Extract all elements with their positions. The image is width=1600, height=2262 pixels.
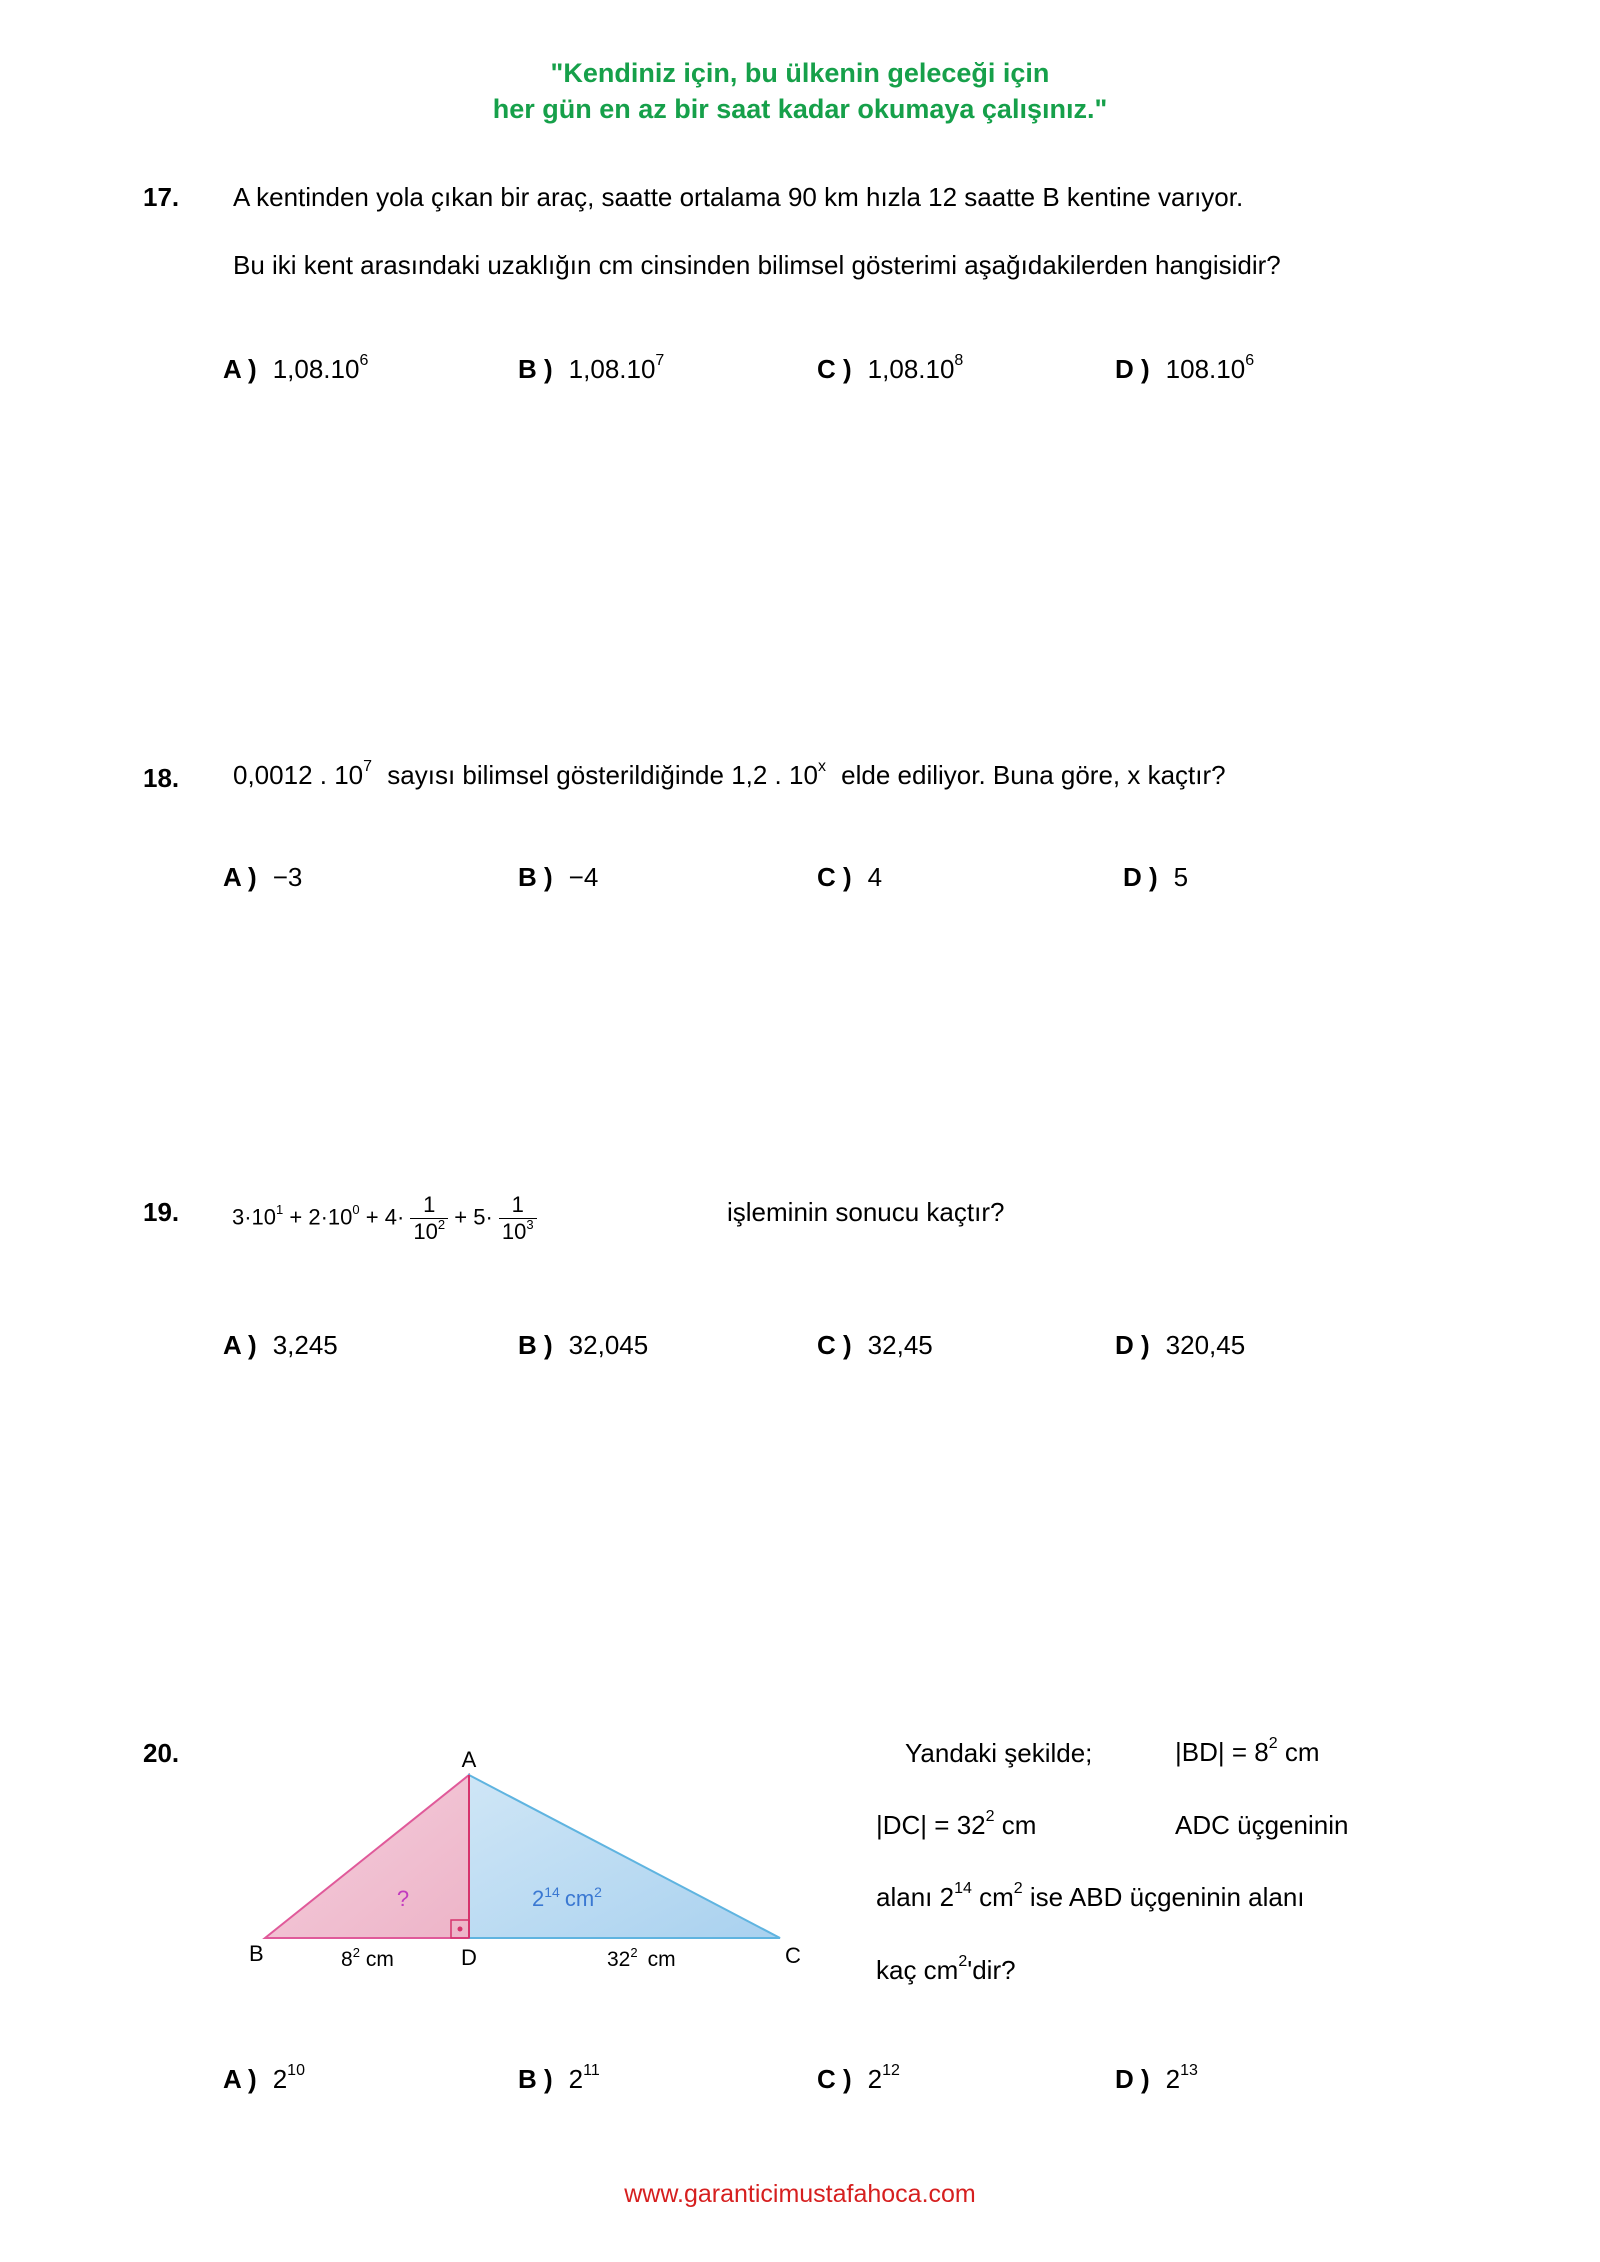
fraction-1 (410, 1192, 448, 1245)
option-value: 2 (1165, 2064, 1181, 2094)
q18-exp-1: 7 (363, 758, 373, 775)
q20-area-rest: ise ABD üçgeninin alanı (1022, 1882, 1305, 1912)
q20-dc-text: |DC| = 32 (876, 1810, 986, 1840)
q19-option-c[interactable] (817, 1330, 933, 1361)
option-value: 32,45 (867, 1330, 933, 1360)
option-label: C ) (817, 862, 852, 892)
q20-option-d[interactable] (1115, 2064, 1198, 2095)
q20-bd-text: |BD| = 8 (1175, 1737, 1269, 1767)
q17-option-a[interactable] (223, 354, 368, 385)
q20-line-3 (876, 1882, 1305, 1913)
q20-line-4 (876, 1955, 1016, 1986)
q20-dc-unit: cm (994, 1810, 1037, 1840)
option-label: D ) (1123, 862, 1158, 892)
q20-bd-unit: cm (1277, 1737, 1320, 1767)
option-value: 320,45 (1165, 1330, 1246, 1360)
option-exponent: 6 (1245, 352, 1255, 369)
q20-line-1b (1175, 1737, 1320, 1768)
q20-line-2 (876, 1810, 1036, 1841)
triangle-adc (469, 1775, 780, 1938)
bd-unit: cm (365, 1948, 394, 1971)
q20-line-2b: ADC üçgeninin (1175, 1810, 1349, 1840)
option-label: A ) (223, 2064, 257, 2094)
option-label: B ) (518, 2064, 553, 2094)
question-17-text-2: Bu iki kent arasındaki uzaklığın cm cinsinden bilimsel gösterimi aşağıdakilerden hangisidir? (233, 250, 1281, 280)
q18-part-3: elde ediliyor. Buna göre, x kaçtır? (841, 760, 1226, 790)
q20-area-text: alanı 2 (876, 1882, 955, 1912)
q20-question-rest: 'dir? (967, 1955, 1016, 1985)
option-value: 4 (867, 862, 883, 892)
dc-unit: cm (647, 1948, 676, 1971)
option-exponent: 6 (359, 352, 369, 369)
q20-area-exp: 14 (954, 1880, 972, 1897)
q20-area-unit: cm (971, 1882, 1014, 1912)
option-label: B ) (518, 354, 553, 384)
footer-url[interactable]: www.garanticimustafahoca.com (624, 2180, 976, 2208)
q17-option-d[interactable] (1115, 354, 1254, 385)
option-label: C ) (817, 1330, 852, 1360)
option-label: A ) (223, 862, 257, 892)
q18-option-c[interactable] (817, 862, 882, 893)
question-17-text-1: A kentinden yola çıkan bir araç, saatte ortalama 90 km hızla 12 saatte B kentine varıyor. (233, 182, 1244, 212)
fraction-2-den-base: 10 (501, 1219, 527, 1244)
abd-area-label: ? (396, 1886, 410, 1911)
fraction-2-denominator (499, 1218, 537, 1245)
q20-question-text: kaç cm (876, 1955, 959, 1985)
q18-part-2: sayısı bilimsel gösterildiğinde 1,2 . 10 (387, 760, 818, 790)
bd-base: 8 (341, 1948, 353, 1971)
expr-term-4: + 5· (454, 1204, 493, 1230)
expr-exp-1: 1 (276, 1202, 284, 1218)
option-value: 1,08.10 (867, 354, 955, 384)
right-angle-dot (458, 1927, 463, 1932)
vertex-a-label: A (461, 1747, 477, 1772)
option-value: 2 (867, 2064, 883, 2094)
q17-option-c[interactable] (817, 354, 963, 385)
option-label: A ) (223, 1330, 257, 1360)
q19-option-b[interactable] (518, 1330, 648, 1361)
q19-option-a[interactable] (223, 1330, 338, 1361)
bd-exp: 2 (352, 1945, 360, 1960)
question-19-number: 19. (143, 1197, 180, 1227)
vertex-c-label: C (785, 1943, 801, 1968)
option-value: −4 (568, 862, 599, 892)
question-18-number: 18. (143, 763, 180, 793)
option-label: B ) (518, 862, 553, 892)
question-17-number: 17. (143, 182, 180, 212)
vertex-b-label: B (249, 1941, 264, 1966)
q18-exp-2: x (817, 758, 826, 775)
fraction-2 (499, 1192, 537, 1245)
q18-option-d[interactable] (1123, 862, 1188, 893)
motto-line-1: "Kendiniz için, bu ülkenin geleceği için (550, 58, 1050, 88)
expr-term-3: + 4· (365, 1204, 405, 1230)
option-value: 2 (272, 2064, 288, 2094)
option-exponent: 12 (882, 2062, 900, 2079)
expr-term-2: + 2·10 (289, 1204, 353, 1230)
q20-dc-exp: 2 (985, 1808, 995, 1825)
q20-option-c[interactable] (817, 2064, 900, 2095)
q20-area-unit-exp: 2 (1013, 1880, 1023, 1897)
q18-part-1: 0,0012 . 10 (233, 760, 364, 790)
option-label: D ) (1115, 354, 1150, 384)
fraction-1-den-base: 10 (413, 1219, 438, 1244)
question-20-number: 20. (143, 1738, 180, 1768)
triangle-figure (240, 1740, 820, 1980)
q19-option-d[interactable] (1115, 1330, 1245, 1361)
option-value: 2 (568, 2064, 584, 2094)
q20-option-b[interactable] (518, 2064, 600, 2095)
dc-exp: 2 (630, 1945, 638, 1960)
option-label: A ) (223, 354, 257, 384)
option-value: 32,045 (568, 1330, 649, 1360)
adc-area-label (532, 1884, 602, 1911)
q20-line-1: Yandaki şekilde; (905, 1738, 1093, 1768)
adc-area-exp: 14 (544, 1884, 560, 1900)
option-value: 3,245 (272, 1330, 338, 1360)
dc-base: 32 (607, 1948, 631, 1971)
option-label: C ) (817, 354, 852, 384)
dc-length-label (607, 1945, 676, 1971)
option-label: B ) (518, 1330, 553, 1360)
option-exponent: 8 (954, 352, 964, 369)
q18-option-a[interactable] (223, 862, 302, 893)
adc-area-unit: cm (564, 1886, 595, 1911)
q20-bd-exp: 2 (1268, 1735, 1278, 1752)
option-label: D ) (1115, 1330, 1150, 1360)
q20-question-exp: 2 (958, 1953, 968, 1970)
expr-exp-2: 0 (352, 1202, 360, 1218)
question-19-text: işleminin sonucu kaçtır? (727, 1197, 1005, 1227)
q17-option-b[interactable] (518, 354, 664, 385)
bd-length-label (341, 1945, 394, 1971)
option-exponent: 7 (655, 352, 665, 369)
q20-option-a[interactable] (223, 2064, 305, 2095)
q18-option-b[interactable] (518, 862, 598, 893)
vertex-d-label: D (461, 1945, 477, 1970)
fraction-2-den-exp: 3 (526, 1217, 534, 1232)
option-exponent: 13 (1180, 2062, 1198, 2079)
motto-line-2: her gün en az bir saat kadar okumaya çalışınız." (492, 94, 1108, 124)
fraction-1-den-exp: 2 (437, 1217, 446, 1232)
fraction-2-numerator: 1 (511, 1192, 524, 1217)
option-value: 1,08.10 (568, 354, 656, 384)
option-label: C ) (817, 2064, 852, 2094)
fraction-1-numerator: 1 (423, 1192, 436, 1217)
option-label: D ) (1115, 2064, 1150, 2094)
fraction-1-denominator (410, 1218, 448, 1245)
question-18-text (233, 760, 1226, 791)
adc-area-base: 2 (532, 1886, 545, 1911)
option-exponent: 11 (583, 2062, 600, 2079)
option-value: 108.10 (1165, 354, 1246, 384)
option-value: 1,08.10 (272, 354, 360, 384)
option-exponent: 10 (287, 2062, 305, 2079)
q19-expression (232, 1192, 537, 1245)
option-value: 5 (1173, 862, 1189, 892)
triangle-abd (265, 1775, 469, 1938)
expr-term-1: 3·10 (232, 1204, 277, 1230)
adc-area-unit-exp: 2 (594, 1884, 602, 1900)
option-value: −3 (272, 862, 303, 892)
